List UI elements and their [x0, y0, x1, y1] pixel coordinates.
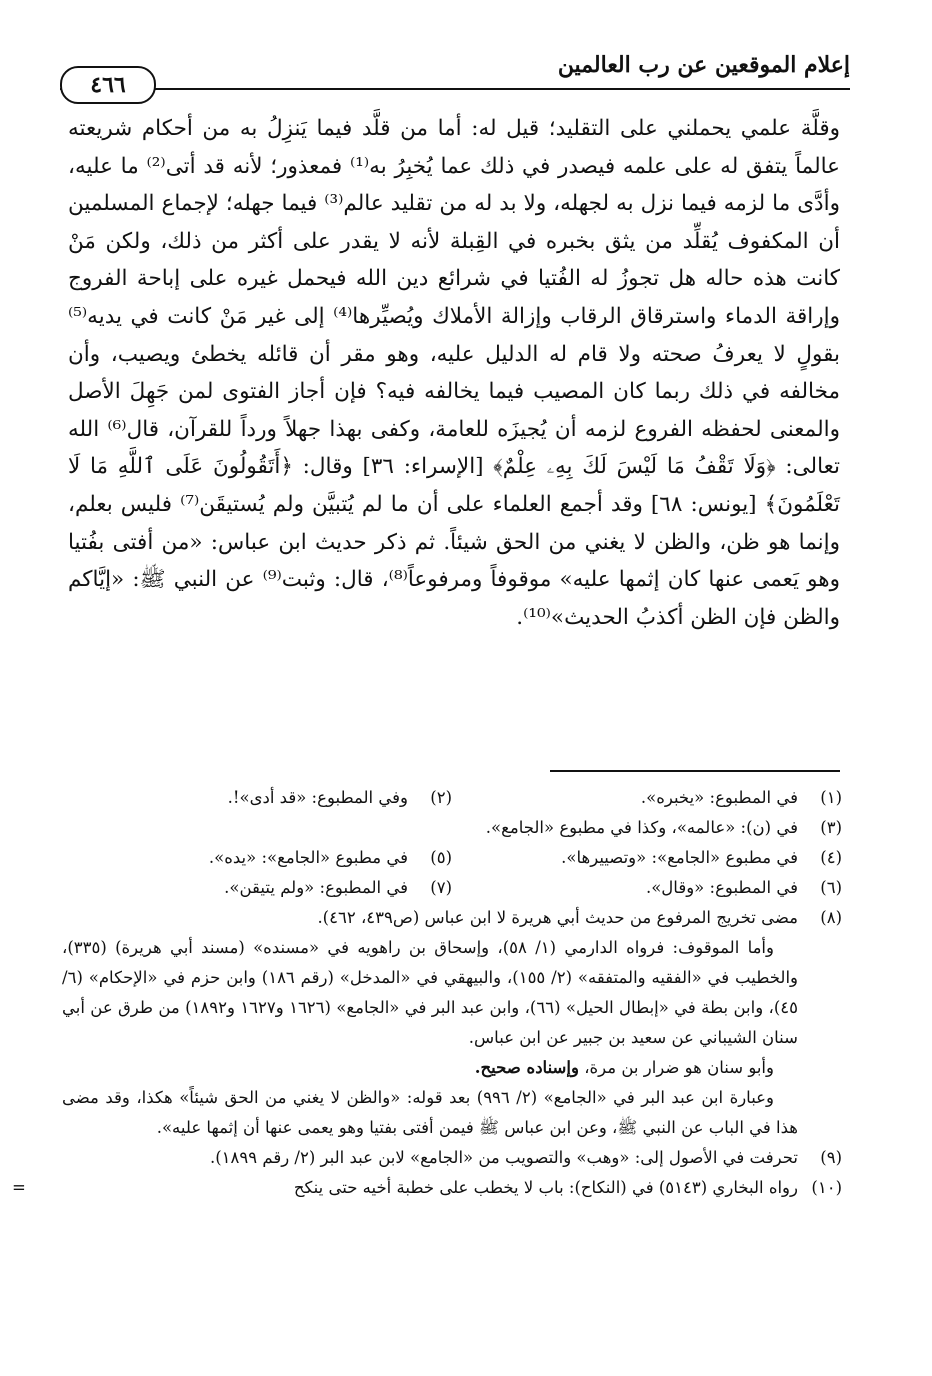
footnote-8	[62, 903, 842, 933]
footnote-row	[62, 843, 842, 873]
footnote-number: (٨)	[820, 908, 842, 927]
page-header	[60, 44, 850, 96]
footnote-8-paragraph: وعبارة ابن عبد البر في «الجامع» (٢/ ٩٩٦) بعد قوله: «والظن لا يغني من الحق شيئاً» هكذا، وقد مضى هذا في الباب عن النبي ﷺ، وعن ابن عباس ﷺ فيمن أفتى بفتيا وهو يعمى عنها أن إثمها عليه».	[62, 1088, 798, 1137]
footnote-row	[62, 783, 842, 813]
footnote-text: في المطبوع: «يخبره».	[640, 788, 798, 807]
footnote-text: في مطبوع «الجامع»: «يده».	[208, 848, 408, 867]
footnote-number: (١٠)	[811, 1178, 842, 1197]
footnote-text: مضى تخريج المرفوع من حديث أبي هريرة لا ابن عباس (ص٤٣٩، ٤٦٢).	[317, 908, 798, 927]
footnote-separator	[550, 770, 840, 772]
header-rule	[60, 88, 850, 90]
footnote-text: في مطبوع «الجامع»: «وتصييرها».	[561, 848, 798, 867]
footnote-text: تحرفت في الأصول إلى: «وهب» والتصويب من «الجامع» لابن عبد البر (٢/ رقم ١٨٩٩).	[209, 1148, 798, 1167]
footnote-8-paragraph: وأما الموقوف: فرواه الدارمي (١/ ٥٨)، وإسحاق بن راهويه في «مسنده» (مسند أبي هريرة) (٣٣٥)، والخطيب في «الفقيه والمتفقه» (٢/ ١٥٥)، والبيهقي في «المدخل» (رقم ١٨٦) وابن حزم في «الإحكام» (٦/ ٤٥)، وابن بطة في «إبطال الحيل» (٦٦)، وابن عبد البر في «الجامع» (١٦٢٦ و١٦٢٧ و١٨٩٢) من طرق عن أبي سنان الشيباني عن سعيد بن جبير عن ابن عباس.	[62, 938, 799, 1047]
main-text: وقلَّة علمي يحملني على التقليد؛ قيل له: أما من قلَّد فيما يَنزِلُ به من أحكام شريعته عالماً يتفق له على علمه فيصدر في ذلك عما يُخبِرُ به⁽¹⁾ فمعذور؛ لأنه قد أتى⁽²⁾ ما عليه، وأدَّى ما لزمه فيما نزل به لجهله، ولا بد له من تقليد عالم⁽³⁾ فيما جهله؛ لإجماع المسلمين أن المكفوف يُقلِّد من يثق بخبره في القِبلة لأنه لا يقدر على أكثر من ذلك، ولكن مَنْ كانت هذه حاله هل تجوزُ له الفُتيا في شرائع دين الله فيحمل غيره على إباحة الفروج وإراقة الدماء واسترقاق الرقاب وإزالة الأملاك ويُصيِّرها⁽⁴⁾ إلى غير مَنْ كانت في يديه⁽⁵⁾ بقولٍ لا يعرفُ صحته ولا قام له الدليل عليه، وهو مقر أن قائله يخطئ ويصيب، وأن مخالفه في ذلك ربما كان المصيب فيما يخالفه فيه؟ فإن أجاز الفتوى لمن جَهِلَ الأصل والمعنى لحفظه الفروع لزمه أن يُجيزَه للعامة، وكفى بهذا جهلاً ورداً للقرآن، قال⁽⁶⁾ الله تعالى: ﴿وَلَا تَقْفُ مَا لَيْسَ لَكَ بِهِۦ عِلْمٌ﴾ [الإسراء: ٣٦] وقال: ﴿أَتَقُولُونَ عَلَى ٱللَّهِ مَا لَا تَعْلَمُونَ﴾ [يونس: ٦٨] وقد أجمع العلماء على أن ما لم يُتبيَّن ولم يُستيقَن⁽⁷⁾ فليس بعلم، وإنما هو ظن، والظن لا يغني من الحق شيئاً. ثم ذكر حديث ابن عباس: «من أفتى بفُتيا وهو يَعمى عنها كان إثمها عليه» موقوفاً ومرفوعاً⁽⁸⁾، قال: وثبت⁽⁹⁾ عن النبي ﷺ: «إيَّاكم والظن فإن الظن أكذبُ الحديث»⁽¹⁰⁾.	[68, 116, 841, 630]
footnote-6	[452, 873, 842, 903]
footnote-text: في المطبوع: «ولم يتيقن».	[224, 878, 408, 897]
footnote-10	[12, 1173, 842, 1203]
footnote-number: (٢)	[430, 788, 452, 807]
footnote-number: (٣)	[820, 818, 842, 837]
footnote-number: (٦)	[820, 878, 842, 897]
footnote-number: (٥)	[430, 848, 452, 867]
footnote-text: رواه البخاري (٥١٤٣) في (النكاح): باب لا يخطب على خطبة أخيه حتى ينكح	[293, 1178, 798, 1197]
footnote-3	[62, 813, 842, 843]
footnote-9	[62, 1143, 842, 1173]
footnote-text: في (ن): «عالمه»، وكذا في مطبوع «الجامع».	[485, 818, 798, 837]
footnote-row	[62, 873, 842, 903]
footnote-7	[62, 873, 452, 903]
footnote-number: (١)	[820, 788, 842, 807]
footnote-number: (٧)	[430, 878, 452, 897]
book-title: إعلام الموقعين عن رب العالمين	[557, 52, 850, 78]
footnote-5	[62, 843, 452, 873]
footnote-text: في المطبوع: «وقال».	[645, 878, 798, 897]
page-number-badge	[60, 66, 156, 104]
footnote-number: (٤)	[820, 848, 842, 867]
footnote-number: (٩)	[820, 1148, 842, 1167]
footnote-text: وأبو سنان هو ضرار بن مرة،	[584, 1058, 774, 1077]
continuation-mark: =	[12, 1178, 26, 1197]
footnote-4	[452, 843, 842, 873]
footnote-2	[62, 783, 452, 813]
footnote-1	[452, 783, 842, 813]
footnote-text: وفي المطبوع: «قد أدى»!.	[227, 788, 408, 807]
verification-note: وإسناده صحيح.	[474, 1058, 579, 1077]
footnotes	[12, 783, 842, 1203]
footnote-8-paragraph	[62, 1053, 842, 1083]
page-number: ٤٦٦	[90, 72, 126, 98]
